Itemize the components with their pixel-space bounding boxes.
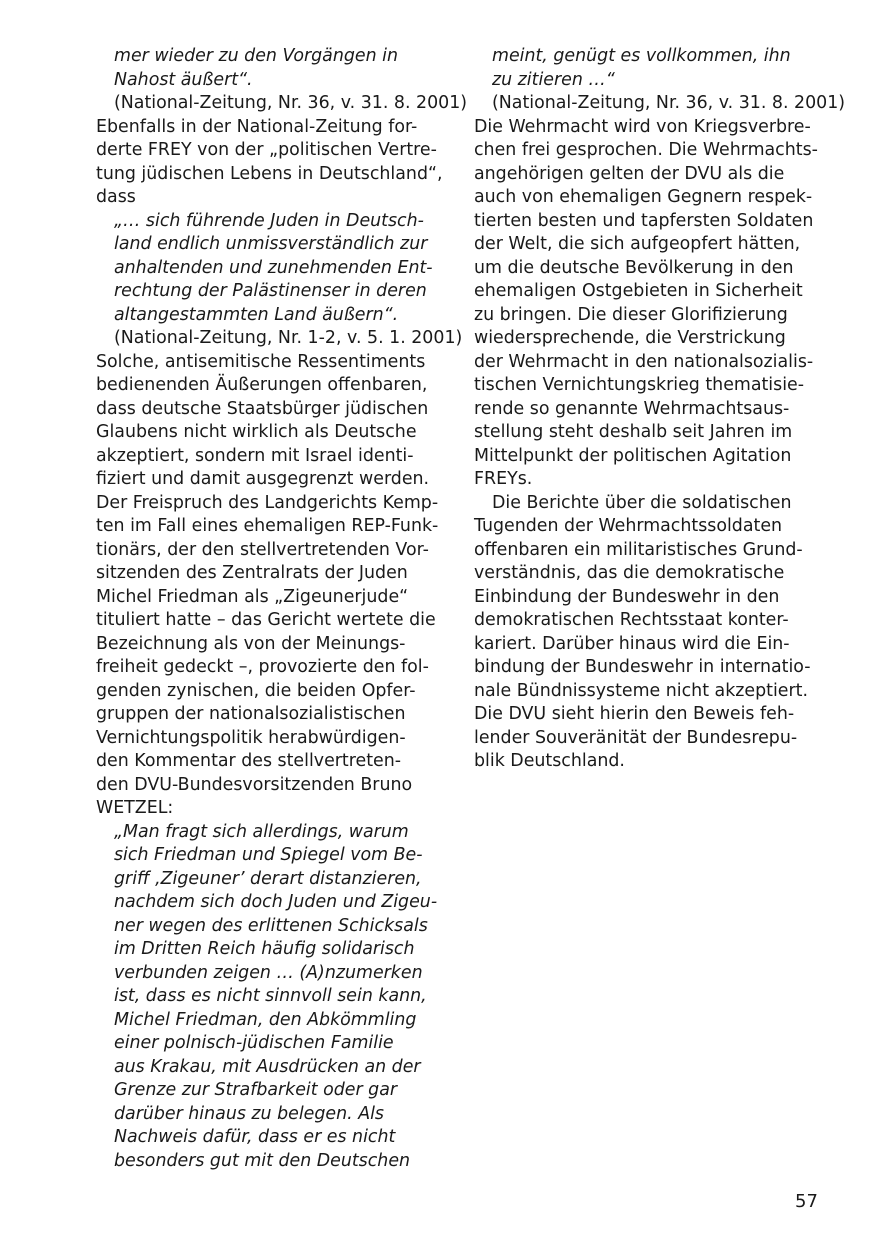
quote-line: darüber hinaus zu belegen. Als — [114, 1103, 384, 1124]
quote-line: zu zitieren …“ — [492, 69, 615, 90]
body-line: chen frei gesprochen. Die Wehrmachts- — [474, 140, 818, 160]
quote-line: im Dritten Reich häufig solidarisch — [114, 939, 415, 959]
body-line: Glaubens nicht wirklich als Deutsche — [96, 422, 417, 442]
quote-line: meint, genügt es vollkommen, ihn — [492, 46, 791, 66]
body-line: Der Freispruch des Landgerichts Kemp- — [96, 492, 439, 513]
body-line: tierten besten und tapfersten Soldaten — [474, 210, 814, 231]
body-line: tung jüdischen Lebens in Deutschland“, — [96, 163, 443, 184]
body-line: kariert. Darüber hinaus wird die Ein- — [474, 633, 790, 654]
quote-line: ner wegen des erlittenen Schicksals — [114, 915, 428, 936]
right-text-column — [474, 45, 846, 774]
body-line: angehörigen gelten der DVU als die — [474, 163, 785, 184]
body-line: nale Bündnissysteme nicht akzeptiert. — [474, 680, 808, 701]
body-line: wiedersprechende, die Verstrickung — [474, 328, 786, 348]
body-line: tionärs, der den stellvertretenden Vor- — [96, 539, 429, 560]
quote-line: mer wieder zu den Vorgängen in — [114, 46, 398, 66]
body-line: genden zynischen, die beiden Opfer- — [96, 680, 416, 701]
body-line: Michel Friedman als „Zigeunerjude“ — [96, 586, 409, 607]
quote-line: „Man fragt sich allerdings, warum — [114, 821, 409, 842]
body-line: bindung der Bundeswehr in internatio- — [474, 657, 811, 677]
body-line: freiheit gedeckt –, provozierte den fol- — [96, 657, 429, 677]
body-line: gruppen der nationalsozialistischen — [96, 704, 406, 724]
body-line: ehemaligen Ostgebieten in Sicherheit — [474, 281, 803, 301]
body-line: zu bringen. Die dieser Glorifizierung — [474, 304, 788, 325]
source-citation: (National-Zeitung, Nr. 36, v. 31. 8. 2001) — [492, 93, 846, 113]
body-line: der Welt, die sich aufgeopfert hätten, — [474, 234, 801, 254]
body-line: blik Deutschland. — [474, 751, 625, 771]
body-line: FREYs. — [474, 469, 533, 489]
body-line: der Wehrmacht in den nationalsozialis- — [474, 351, 814, 372]
quote-line: Grenze zur Strafbarkeit oder gar — [114, 1080, 398, 1100]
body-line: Einbindung der Bundeswehr in den — [474, 586, 780, 607]
body-line: um die deutsche Bevölkerung in den — [474, 257, 794, 278]
body-line: WETZEL: — [96, 798, 174, 818]
quote-line: sich Friedman und Spiegel vom Be- — [114, 845, 423, 865]
body-line: Mittelpunkt der politischen Agitation — [474, 445, 792, 466]
body-line: verständnis, das die demokratische — [474, 563, 785, 583]
quote-line: Michel Friedman, den Abkömmling — [114, 1009, 417, 1030]
quote-line: anhaltenden und zunehmenden Ent- — [114, 257, 433, 278]
quote-line: land endlich unmissverständlich zur — [114, 234, 428, 254]
quote-line: griff ‚Zigeuner’ derart distanzieren, — [114, 868, 422, 889]
body-line: rende so genannte Wehrmachtsaus- — [474, 398, 790, 419]
body-line: tischen Vernichtungskrieg thematisie- — [474, 375, 805, 395]
body-line: dass — [96, 187, 136, 207]
quote-line: einer polnisch-jüdischen Familie — [114, 1033, 394, 1053]
body-line: ten im Fall eines ehemaligen REP-Funk- — [96, 516, 439, 536]
body-line: Bezeichnung als von der Meinungs- — [96, 633, 406, 654]
quote-line: „… sich führende Juden in Deutsch- — [114, 210, 424, 231]
body-line: fiziert und damit ausgegrenzt werden. — [96, 469, 430, 489]
body-line: tituliert hatte – das Gericht wertete die — [96, 610, 436, 630]
page-number: 57 — [795, 1191, 818, 1212]
body-line: akzeptiert, sondern mit Israel identi- — [96, 445, 414, 466]
body-line: den Kommentar des stellvertreten- — [96, 751, 402, 771]
body-line: bedienenden Äußerungen offenbaren, — [96, 375, 428, 395]
body-line: Die Wehrmacht wird von Kriegsverbre- — [474, 116, 811, 137]
quote-line: aus Krakau, mit Ausdrücken an der — [114, 1056, 421, 1077]
quote-line: altangestammten Land äußern“. — [114, 304, 399, 325]
body-line: stellung steht deshalb seit Jahren im — [474, 422, 793, 442]
body-line: den DVU-Bundesvorsitzenden Bruno — [96, 774, 413, 795]
quote-line: verbunden zeigen … (A)nzumerken — [114, 962, 423, 983]
quote-line: Nachweis dafür, dass er es nicht — [114, 1127, 396, 1147]
body-line: Solche, antisemitische Ressentiments — [96, 351, 426, 372]
quote-line: rechtung der Palästinenser in deren — [114, 281, 427, 301]
body-line: dass deutsche Staatsbürger jüdischen — [96, 398, 429, 419]
body-line: Vernichtungspolitik herabwürdigen- — [96, 727, 406, 748]
quote-line: besonders gut mit den Deutschen — [114, 1150, 411, 1171]
source-citation: (National-Zeitung, Nr. 36, v. 31. 8. 2001) — [114, 93, 468, 113]
body-line: Tugenden der Wehrmachtssoldaten — [474, 516, 783, 536]
source-citation: (National-Zeitung, Nr. 1-2, v. 5. 1. 2001) — [114, 328, 463, 348]
body-line: derte FREY von der „politischen Vertre- — [96, 140, 437, 160]
body-line: offenbaren ein militaristisches Grund- — [474, 539, 803, 560]
body-line: sitzenden des Zentralrats der Juden — [96, 563, 408, 583]
body-line: Ebenfalls in der National-Zeitung for- — [96, 116, 418, 137]
body-line: demokratischen Rechtsstaat konter- — [474, 610, 789, 630]
body-line: lender Souveränität der Bundesrepu- — [474, 727, 798, 748]
quote-line: Nahost äußert“. — [114, 69, 253, 90]
paragraph-start-line: Die Berichte über die soldatischen — [492, 492, 792, 513]
left-text-column — [96, 45, 468, 1173]
quote-line: nachdem sich doch Juden und Zigeu- — [114, 892, 438, 912]
body-line: Die DVU sieht hierin den Beweis feh- — [474, 704, 795, 724]
quote-line: ist, dass es nicht sinnvoll sein kann, — [114, 986, 427, 1006]
body-line: auch von ehemaligen Gegnern respek- — [474, 187, 813, 207]
